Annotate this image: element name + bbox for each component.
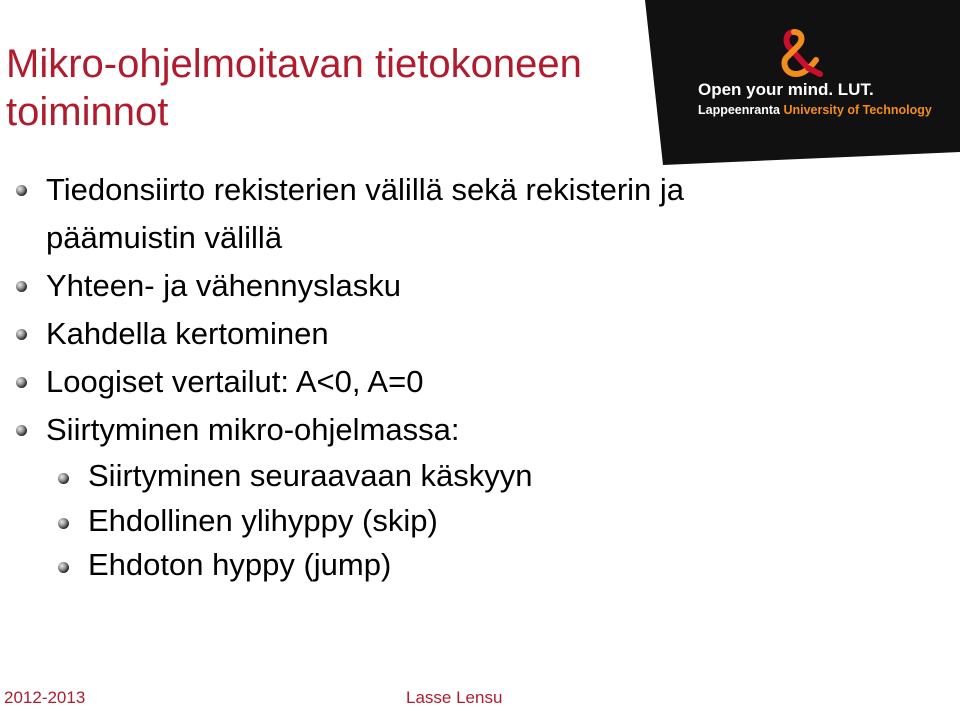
logo-university-suffix: University of Technology [783, 103, 932, 117]
sub-bullet-icon [58, 473, 69, 484]
bullet-item-4: Loogiset vertailut: A<0, A=0 [46, 364, 424, 399]
sub-bullet-icon [58, 562, 69, 573]
bullet-icon [16, 425, 27, 436]
bullet-icon [16, 185, 27, 196]
slide-title-line-2: toiminnot [6, 90, 169, 134]
bullet-item-5: Siirtyminen mikro-ohjelmassa: [46, 412, 460, 447]
bullet-icon [16, 329, 27, 340]
slide-title-line-1: Mikro-ohjelmoitavan tietokoneen [6, 42, 582, 86]
logo-university-name [698, 103, 932, 117]
bullet-item-1-line-1: Tiedonsiirto rekisterien välillä sekä rekisterin ja [46, 172, 685, 207]
bullet-icon [16, 281, 27, 292]
ampersand-logo-icon [780, 28, 830, 78]
bullet-icon [16, 377, 27, 388]
sub-bullet-item-2: Ehdollinen ylihyppy (skip) [88, 503, 438, 538]
footer-author: Lasse Lensu [406, 688, 503, 707]
logo-tagline: Open your mind. LUT. [698, 80, 874, 99]
bullet-item-1-line-2: päämuistin välillä [46, 220, 283, 255]
sub-bullet-item-3: Ehdoton hyppy (jump) [88, 547, 392, 582]
slide-title [6, 40, 656, 136]
footer-year: 2012-2013 [4, 688, 86, 707]
bullet-item-3: Kahdella kertominen [46, 316, 329, 351]
bullet-item-2: Yhteen- ja vähennyslasku [46, 268, 402, 303]
sub-bullet-icon [58, 518, 69, 529]
logo-university-prefix: Lappeenranta [698, 103, 780, 117]
sub-bullet-item-1: Siirtyminen seuraavaan käskyyn [88, 458, 533, 493]
